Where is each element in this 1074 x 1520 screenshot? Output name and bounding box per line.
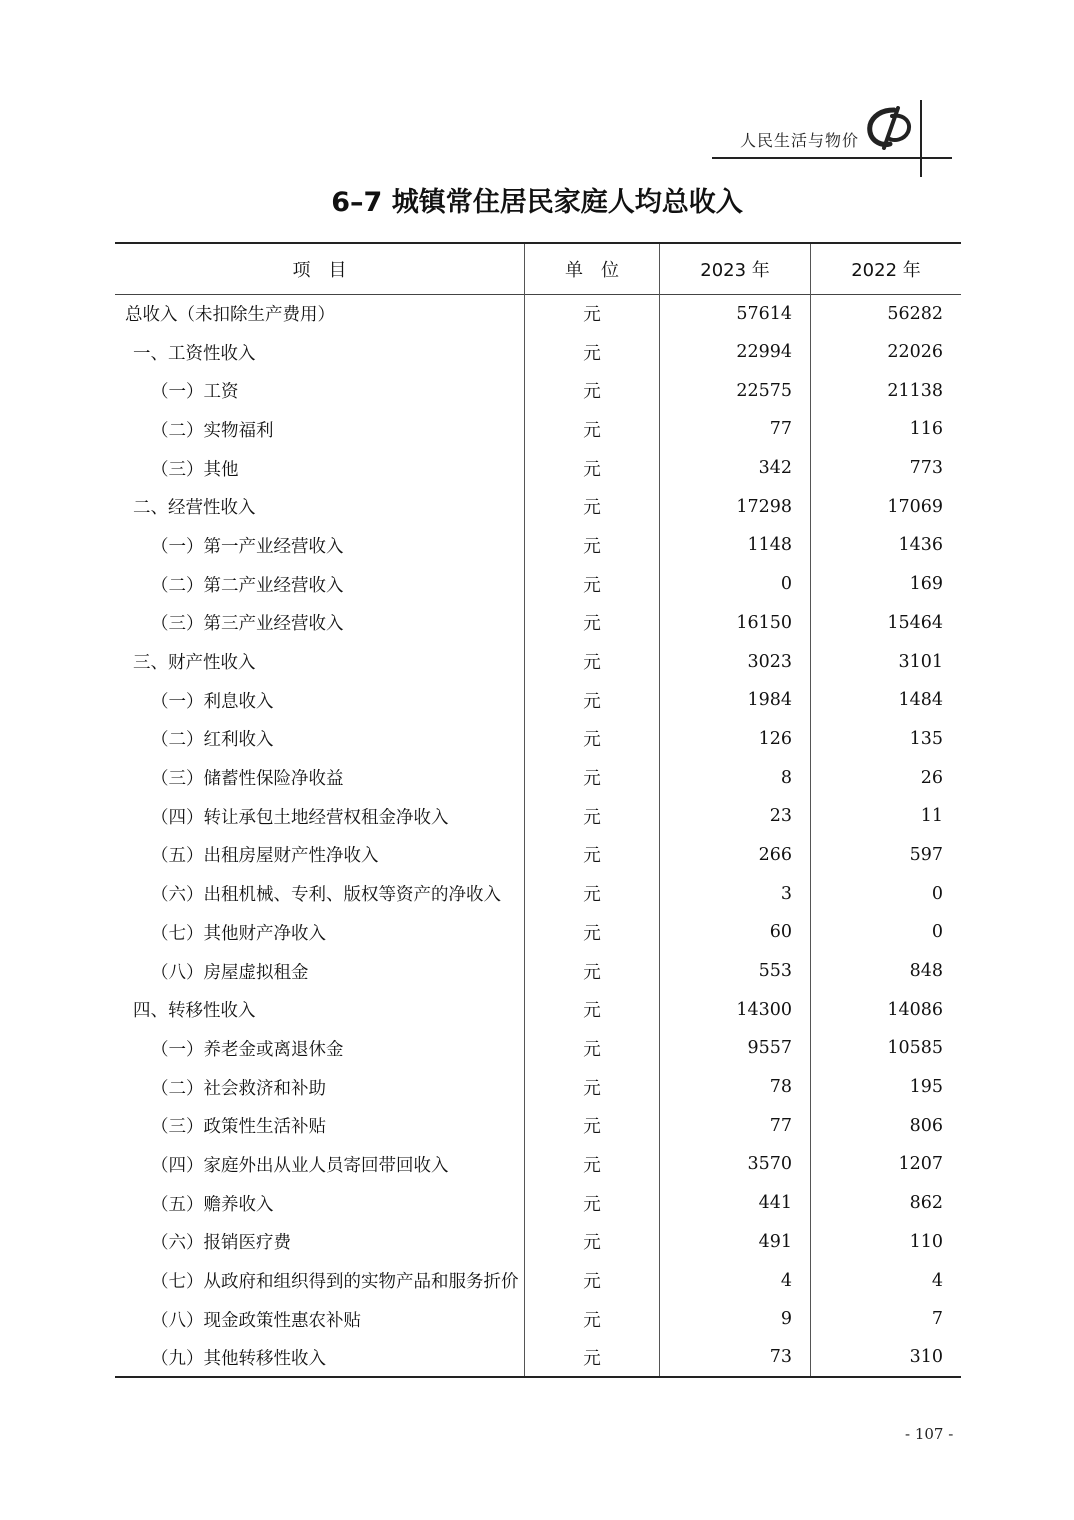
row-unit: 元	[524, 720, 659, 759]
table-row	[115, 990, 961, 1029]
row-item-label: 二、经营性收入	[133, 498, 256, 519]
row-unit: 元	[524, 1145, 659, 1184]
row-item-label: （九）其他转移性收入	[151, 1348, 326, 1369]
row-unit: 元	[524, 333, 659, 372]
row-value-2022: 21138	[887, 380, 943, 401]
column-header-2022: 2022 年	[851, 259, 921, 281]
row-item-label: 总收入（未扣除生产费用）	[125, 305, 335, 326]
table-row	[115, 758, 961, 797]
row-value-2023: 0	[660, 565, 811, 604]
table-row	[115, 294, 961, 333]
row-unit: 元	[524, 294, 659, 333]
row-value-2022: 110	[909, 1231, 943, 1252]
row-value-2023: 14300	[660, 990, 811, 1029]
row-unit: 元	[524, 604, 659, 643]
row-unit: 元	[524, 565, 659, 604]
row-value-2023: 8	[660, 758, 811, 797]
row-value-2023: 77	[660, 1106, 811, 1145]
row-value-2022: 17069	[887, 496, 943, 517]
row-value-2023: 9	[660, 1300, 811, 1339]
row-value-2023: 77	[660, 410, 811, 449]
row-value-2023: 16150	[660, 604, 811, 643]
table-row	[115, 1184, 961, 1223]
table-title: 6–7 城镇常住居民家庭人均总收入	[331, 187, 743, 218]
row-value-2023: 78	[660, 1068, 811, 1107]
column-header-unit: 单 位	[524, 243, 659, 294]
row-unit: 元	[524, 1261, 659, 1300]
row-value-2022: 4	[931, 1270, 943, 1291]
row-value-2023: 23	[660, 797, 811, 836]
row-item-label: 一、工资性收入	[133, 343, 256, 364]
table-row	[115, 1339, 961, 1378]
row-value-2023: 126	[660, 720, 811, 759]
table-row	[115, 1068, 961, 1107]
row-unit: 元	[524, 758, 659, 797]
row-unit: 元	[524, 874, 659, 913]
page-number: - 107 -	[905, 1425, 954, 1443]
row-item-label: （二）社会救济和补助	[151, 1078, 326, 1099]
row-value-2022: 26	[920, 767, 943, 788]
row-value-2023: 3	[660, 874, 811, 913]
row-item-label: （一）工资	[151, 382, 239, 403]
table-row	[115, 410, 961, 449]
row-unit: 元	[524, 371, 659, 410]
row-item-label: （八）现金政策性惠农补贴	[151, 1310, 361, 1331]
table-row	[115, 952, 961, 991]
row-unit: 元	[524, 487, 659, 526]
row-item-label: 三、财产性收入	[133, 653, 256, 674]
row-item-label: （一）养老金或离退休金	[151, 1039, 344, 1060]
row-unit: 元	[524, 1339, 659, 1378]
row-value-2023: 553	[660, 952, 811, 991]
table-row	[115, 487, 961, 526]
row-value-2022: 195	[909, 1077, 943, 1098]
row-unit: 元	[524, 526, 659, 565]
row-value-2022: 22026	[887, 342, 943, 363]
table-row	[115, 1223, 961, 1262]
row-value-2022: 169	[909, 574, 943, 595]
row-unit: 元	[524, 990, 659, 1029]
row-item-label: （二）实物福利	[151, 420, 274, 441]
row-item-label: （三）第三产业经营收入	[151, 614, 344, 635]
row-value-2022: 3101	[898, 651, 943, 672]
table-row	[115, 1029, 961, 1068]
row-value-2023: 3570	[660, 1145, 811, 1184]
table-row	[115, 681, 961, 720]
row-item-label: （八）房屋虚拟租金	[151, 962, 309, 983]
row-item-label: （三）储蓄性保险净收益	[151, 769, 344, 790]
column-header-item: 项 目	[292, 259, 347, 281]
row-unit: 元	[524, 913, 659, 952]
table-row	[115, 720, 961, 759]
row-unit: 元	[524, 1029, 659, 1068]
table-row	[115, 1300, 961, 1339]
table-row	[115, 874, 961, 913]
row-unit: 元	[524, 952, 659, 991]
table-row	[115, 526, 961, 565]
row-value-2022: 848	[909, 961, 943, 982]
row-value-2022: 7	[931, 1309, 943, 1330]
row-value-2023: 17298	[660, 487, 811, 526]
row-item-label: （五）赡养收入	[151, 1194, 274, 1215]
table-row	[115, 797, 961, 836]
row-item-label: （三）政策性生活补贴	[151, 1117, 326, 1138]
row-value-2022: 806	[909, 1115, 943, 1136]
row-value-2023: 491	[660, 1223, 811, 1262]
row-value-2023: 22994	[660, 333, 811, 372]
row-value-2022: 11	[920, 806, 943, 827]
row-value-2023: 22575	[660, 371, 811, 410]
row-value-2022: 15464	[887, 612, 943, 633]
table-row	[115, 1145, 961, 1184]
row-item-label: （七）其他财产净收入	[151, 923, 326, 944]
row-value-2023: 1148	[660, 526, 811, 565]
row-item-label: （一）利息收入	[151, 691, 274, 712]
table-row	[115, 333, 961, 372]
table-row	[115, 1261, 961, 1300]
table-row	[115, 913, 961, 952]
row-value-2023: 9557	[660, 1029, 811, 1068]
table-row	[115, 604, 961, 643]
row-value-2022: 1436	[898, 535, 943, 556]
table-row	[115, 836, 961, 875]
row-value-2022: 862	[909, 1193, 943, 1214]
logo-icon	[864, 106, 916, 150]
row-value-2022: 1207	[898, 1154, 943, 1175]
row-value-2022: 56282	[887, 303, 943, 324]
table-body	[115, 294, 961, 1377]
row-item-label: 四、转移性收入	[133, 1001, 256, 1022]
row-item-label: （四）转让承包土地经营权租金净收入	[151, 807, 449, 828]
table-row	[115, 642, 961, 681]
income-table	[115, 242, 961, 1378]
row-unit: 元	[524, 836, 659, 875]
row-value-2022: 310	[909, 1347, 943, 1368]
column-header-2023: 2023 年	[660, 243, 811, 294]
row-value-2022: 10585	[887, 1038, 943, 1059]
table-row	[115, 449, 961, 488]
row-value-2022: 597	[909, 844, 943, 865]
row-value-2022: 116	[909, 419, 943, 440]
row-unit: 元	[524, 1184, 659, 1223]
row-value-2023: 57614	[660, 294, 811, 333]
row-unit: 元	[524, 1300, 659, 1339]
row-item-label: （五）出租房屋财产性净收入	[151, 846, 379, 867]
row-unit: 元	[524, 449, 659, 488]
table-header-row	[115, 243, 961, 294]
header-rule	[712, 157, 952, 159]
row-item-label: （一）第一产业经营收入	[151, 536, 344, 557]
row-value-2023: 4	[660, 1261, 811, 1300]
section-header: 人民生活与物价	[740, 131, 860, 150]
row-value-2022: 135	[909, 728, 943, 749]
row-value-2023: 3023	[660, 642, 811, 681]
row-item-label: （七）从政府和组织得到的实物产品和服务折价	[151, 1272, 519, 1293]
row-unit: 元	[524, 681, 659, 720]
row-value-2022: 1484	[898, 690, 943, 711]
row-item-label: （二）红利收入	[151, 730, 274, 751]
row-value-2023: 73	[660, 1339, 811, 1378]
row-unit: 元	[524, 410, 659, 449]
row-item-label: （三）其他	[151, 459, 239, 480]
row-value-2022: 0	[931, 922, 943, 943]
row-item-label: （二）第二产业经营收入	[151, 575, 344, 596]
row-item-label: （六）出租机械、专利、版权等资产的净收入	[151, 885, 501, 906]
row-item-label: （六）报销医疗费	[151, 1233, 291, 1254]
row-unit: 元	[524, 1106, 659, 1145]
table-row	[115, 1106, 961, 1145]
row-value-2023: 441	[660, 1184, 811, 1223]
row-value-2023: 60	[660, 913, 811, 952]
table-row	[115, 565, 961, 604]
row-value-2023: 342	[660, 449, 811, 488]
row-value-2022: 0	[931, 883, 943, 904]
row-value-2022: 14086	[887, 999, 943, 1020]
row-unit: 元	[524, 642, 659, 681]
row-unit: 元	[524, 797, 659, 836]
row-unit: 元	[524, 1223, 659, 1262]
row-value-2023: 266	[660, 836, 811, 875]
row-item-label: （四）家庭外出从业人员寄回带回收入	[151, 1155, 449, 1176]
row-unit: 元	[524, 1068, 659, 1107]
row-value-2022: 773	[909, 458, 943, 479]
header-vertical-rule	[920, 100, 922, 177]
table-row	[115, 371, 961, 410]
row-value-2023: 1984	[660, 681, 811, 720]
